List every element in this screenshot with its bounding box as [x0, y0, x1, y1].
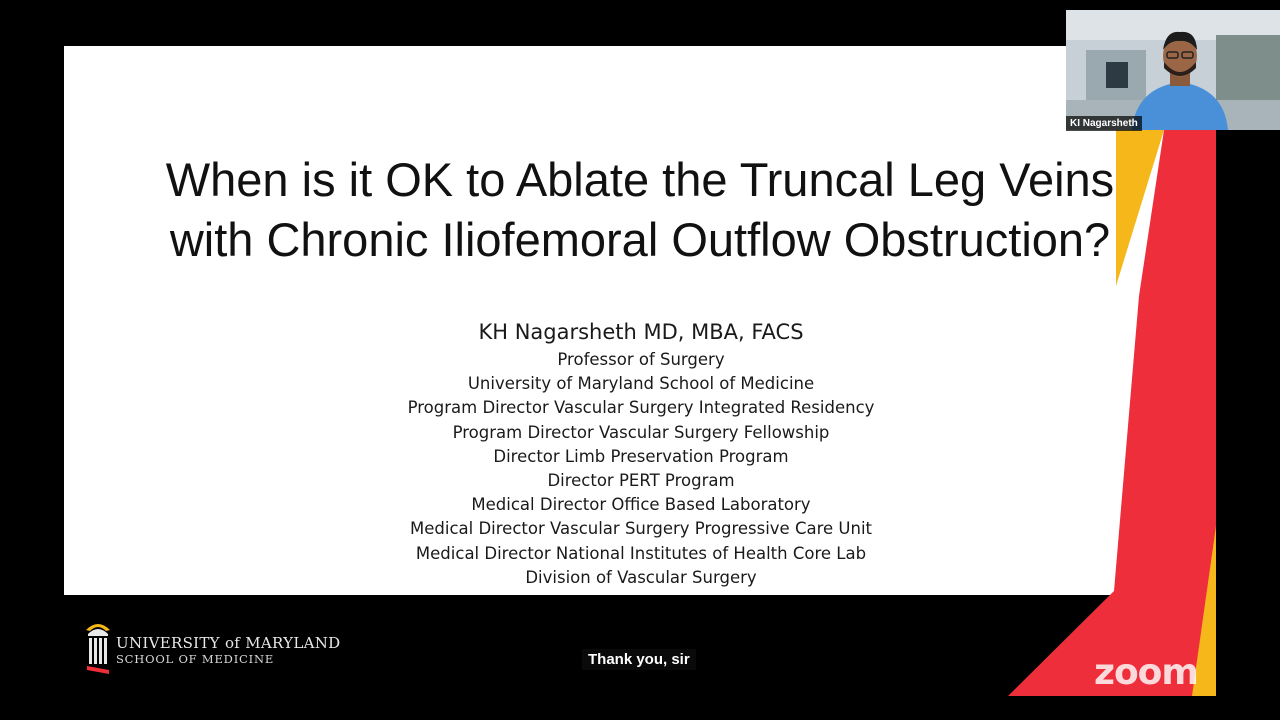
author-role: Director PERT Program: [547, 471, 735, 491]
author-role: Medical Director Office Based Laboratory: [471, 495, 811, 515]
participant-name-label: KI Nagarsheth: [1066, 116, 1142, 131]
logo-school-name: SCHOOL OF MEDICINE: [116, 652, 275, 666]
author-role: Medical Director Vascular Surgery Progressive Care Unit: [410, 519, 872, 539]
zoom-watermark: zoom: [1094, 652, 1198, 693]
participant-video-tile[interactable]: [1066, 10, 1280, 130]
logo-university-name: UNIVERSITY of MARYLAND: [116, 634, 341, 652]
author-role: Director Limb Preservation Program: [493, 446, 789, 466]
author-role: Division of Vascular Surgery: [525, 567, 757, 587]
university-dome-icon: [84, 616, 112, 674]
participant-video-feed: [1066, 10, 1280, 130]
slide-title-line: When is it OK to Ablate the Truncal Leg Veins: [165, 153, 1115, 206]
author-role: Program Director Vascular Surgery Fellowship: [452, 422, 830, 442]
author-name: KH Nagarsheth MD, MBA, FACS: [478, 320, 804, 344]
university-logo: [84, 614, 341, 676]
slide-title-line: with Chronic Iliofemoral Outflow Obstruction?: [169, 213, 1111, 266]
author-role: Professor of Surgery: [557, 350, 725, 369]
shared-slide: [64, 46, 1216, 696]
live-caption: Thank you, sir: [582, 649, 696, 670]
author-block: [64, 316, 1216, 590]
slide-title: [64, 150, 1216, 270]
author-role: Medical Director National Institutes of Health Core Lab: [415, 543, 867, 563]
author-role: Program Director Vascular Surgery Integrated Residency: [407, 398, 875, 418]
author-role: University of Maryland School of Medicine: [467, 374, 815, 394]
